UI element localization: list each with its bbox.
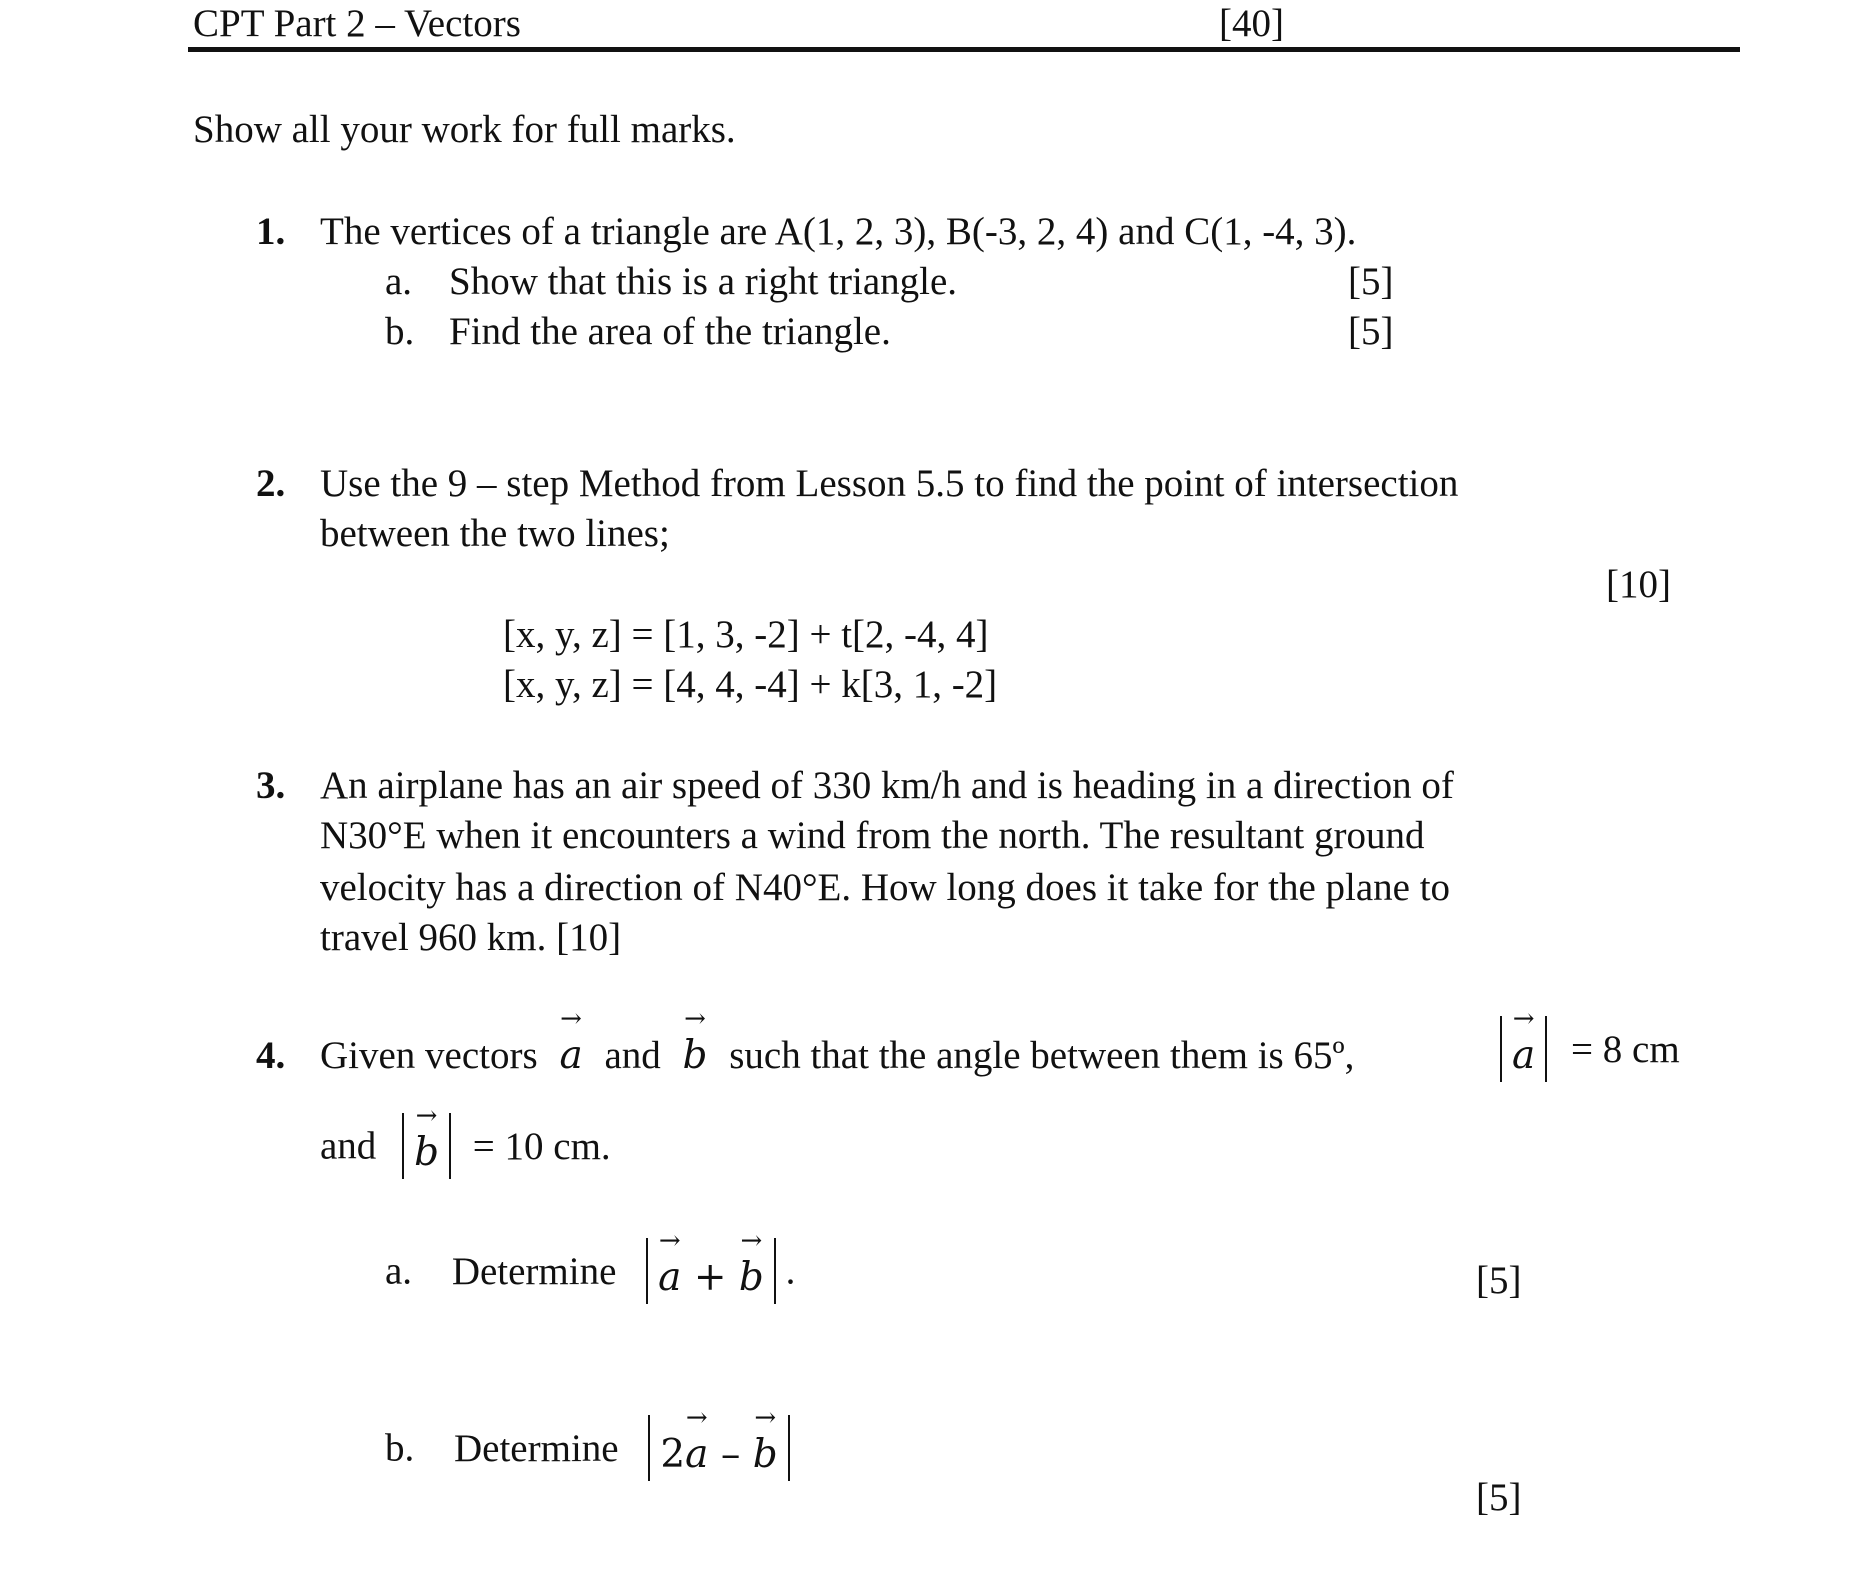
header-rule	[188, 47, 1740, 52]
vector-a: → a	[685, 1435, 708, 1474]
q1-part-b-marks: [5]	[1348, 310, 1394, 353]
q2-equation-1: [x, y, z] = [1, 3, -2] + t[2, -4, 4]	[503, 613, 989, 656]
q2-line1: Use the 9 – step Method from Lesson 5.5 to find the point of intersection	[320, 462, 1459, 505]
q4-and2-text: and	[320, 1124, 377, 1168]
q4-part-b-label: b.	[385, 1426, 415, 1470]
sum-magnitude-bars	[646, 1238, 776, 1304]
q3-line: travel 960 km. [10]	[320, 916, 622, 959]
q4-given-text: Given vectors	[320, 1034, 538, 1077]
q3-line: velocity has a direction of N40°E. How long does it take for the plane to	[320, 866, 1451, 909]
q4-magnitude-a	[1500, 1016, 1680, 1082]
header-total-marks: [40]	[1219, 2, 1284, 45]
vector-b: → b	[683, 1036, 708, 1075]
q2-number: 2.	[256, 462, 286, 505]
q4-part-a	[385, 1238, 795, 1304]
magnitude-a-value: = 8 cm	[1571, 1027, 1680, 1071]
q1-stem: The vertices of a triangle are A(1, 2, 3), B(-3, 2, 4) and C(1, -4, 3).	[320, 210, 1357, 253]
q3-number: 3.	[256, 764, 286, 807]
instructions: Show all your work for full marks.	[193, 108, 736, 151]
q1-part-a-text: Show that this is a right triangle.	[449, 260, 958, 303]
q4-and-text: and	[604, 1034, 661, 1077]
minus-sign: –	[720, 1432, 741, 1477]
q2-line2: between the two lines;	[320, 512, 670, 555]
q3-line: N30°E when it encounters a wind from the north. The resultant ground	[320, 814, 1425, 857]
plus-sign: +	[693, 1255, 727, 1300]
q4-given-line	[320, 1033, 1355, 1078]
q4-part-a-text: Determine	[451, 1249, 617, 1293]
q4-part-b-marks: [5]	[1476, 1476, 1522, 1519]
vector-a: → a	[559, 1036, 582, 1075]
q3-line: An airplane has an air speed of 330 km/h and is heading in a direction of	[320, 764, 1454, 807]
coefficient-two: 2	[660, 1432, 686, 1477]
q2-marks: [10]	[1606, 563, 1671, 606]
q4-part-b-text: Determine	[454, 1426, 619, 1470]
q4-angle-text: such that the angle between them is 65º,	[729, 1034, 1355, 1077]
difference-magnitude-bars	[648, 1415, 789, 1481]
q1-part-a-label: a.	[385, 260, 413, 303]
vector-b: → b	[753, 1435, 778, 1474]
vector-b: → b	[739, 1258, 764, 1297]
q4-part-a-marks: [5]	[1476, 1259, 1522, 1302]
magnitude-a-bars	[1500, 1016, 1547, 1082]
q1-part-b-label: b.	[385, 310, 415, 353]
q2-equation-2: [x, y, z] = [4, 4, -4] + k[3, 1, -2]	[503, 663, 998, 706]
vector-a: → a	[658, 1258, 681, 1297]
q1-number: 1.	[256, 210, 286, 253]
q1-part-b-text: Find the area of the triangle.	[449, 310, 891, 353]
q4-magnitude-b	[320, 1113, 611, 1179]
magnitude-b-value: = 10 cm.	[472, 1124, 611, 1168]
q4-part-a-label: a.	[385, 1249, 413, 1293]
magnitude-b-bars	[402, 1113, 451, 1179]
q4-part-a-period: .	[785, 1249, 796, 1293]
q1-part-a-marks: [5]	[1348, 260, 1394, 303]
header-title: CPT Part 2 – Vectors	[193, 2, 521, 45]
vector-a: → a	[1512, 1036, 1535, 1075]
vector-b: → b	[414, 1133, 439, 1172]
q4-number: 4.	[256, 1034, 286, 1077]
q4-part-b	[385, 1415, 790, 1481]
